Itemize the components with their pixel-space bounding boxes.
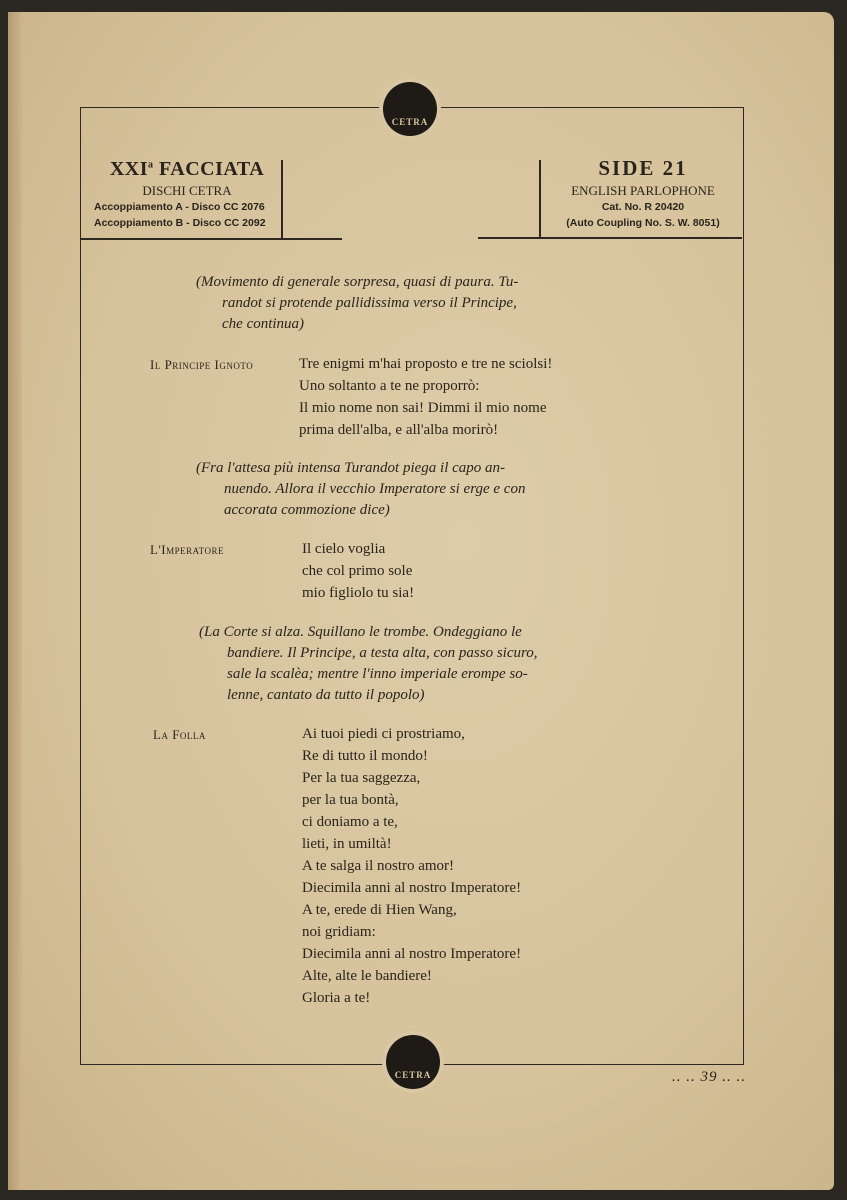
page-spine xyxy=(8,12,22,1190)
header-left xyxy=(92,158,282,231)
cetra-logo-bottom xyxy=(386,1035,440,1089)
verse-line: Il mio nome non sai! Dimmi il mio nome xyxy=(299,400,547,416)
verse-line: prima dell'alba, e all'alba morirò! xyxy=(299,422,499,438)
verse-line: per la tua bontà, xyxy=(302,792,399,808)
verse-line: mio figliolo tu sia! xyxy=(302,585,415,601)
stage-direction-2 xyxy=(196,458,525,521)
stage-line: (La Corte si alza. Squillano le trombe. Ondeggiano le xyxy=(199,624,522,640)
facciata-title xyxy=(92,158,282,181)
verse-line: A te, erede di Hien Wang, xyxy=(302,902,457,918)
stage-line: che continua) xyxy=(222,316,305,332)
stage-line: (Movimento di generale sorpresa, quasi di paura. Tu- xyxy=(196,274,519,290)
stage-line: randot si protende pallidissima verso il Principe, xyxy=(222,295,517,311)
cetra-logo-top xyxy=(383,82,437,136)
parlophone-label: ENGLISH PARLOPHONE xyxy=(571,183,715,198)
speaker-imperatore: L'Imperatore xyxy=(150,542,224,557)
side-title: SIDE 21 xyxy=(598,156,688,180)
verse-line: Tre enigmi m'hai proposto e tre ne sciolsi! xyxy=(299,356,553,372)
stage-line: bandiere. Il Principe, a testa alta, con passo sicuro, xyxy=(227,645,538,661)
verse-line: che col primo sole xyxy=(302,563,413,579)
stage-direction-3 xyxy=(199,622,538,706)
speaker-principe: Il Principe Ignoto xyxy=(150,357,254,372)
verse-line: noi gridiam: xyxy=(302,924,376,940)
stage-line: lenne, cantato da tutto il popolo) xyxy=(227,687,425,703)
verse-principe xyxy=(299,353,552,441)
verse-line: Ai tuoi piedi ci prostriamo, xyxy=(302,726,465,742)
verse-line: Re di tutto il mondo! xyxy=(302,748,428,764)
page-number: .. .. 39 .. .. xyxy=(672,1069,746,1085)
coupling-a: Accoppiamento A - Disco CC 2076 xyxy=(94,201,265,213)
stage-line: sale la scalèa; mentre l'inno imperiale erompe so- xyxy=(227,666,528,682)
facciata-word: FACCIATA xyxy=(159,158,265,180)
cetra-logo-text: CETRA xyxy=(391,117,429,127)
side-number: XXI xyxy=(109,158,149,180)
verse-line: Per la tua saggezza, xyxy=(302,770,421,786)
speaker-folla: La Folla xyxy=(153,727,206,742)
stage-direction-1 xyxy=(196,272,518,335)
coupling-b: Accoppiamento B - Disco CC 2092 xyxy=(94,217,266,229)
verse-line: Il cielo voglia xyxy=(302,541,386,557)
verse-line: Gloria a te! xyxy=(302,990,371,1006)
catalog-number: Cat. No. R 20420 xyxy=(601,201,685,213)
stage-line: nuendo. Allora il vecchio Imperatore si erge e con xyxy=(224,481,526,497)
verse-line: Alte, alte le bandiere! xyxy=(302,968,432,984)
stage-line: (Fra l'attesa più intensa Turandot piega il capo an- xyxy=(196,460,506,476)
divider xyxy=(281,160,283,238)
dischi-cetra-label: DISCHI CETRA xyxy=(142,183,232,198)
verse-line: Diecimila anni al nostro Imperatore! xyxy=(302,946,522,962)
divider xyxy=(539,160,541,238)
ordinal-mark: a xyxy=(148,159,154,171)
stage-line: accorata commozione dice) xyxy=(224,502,390,518)
verse-line: Diecimila anni al nostro Imperatore! xyxy=(302,880,522,896)
verse-line: Uno soltanto a te ne proporrò: xyxy=(299,378,480,394)
header-right xyxy=(545,156,741,231)
verse-line: ci doniamo a te, xyxy=(302,814,398,830)
verse-line: A te salga il nostro amor! xyxy=(302,858,455,874)
auto-coupling: (Auto Coupling No. S. W. 8051) xyxy=(566,217,720,229)
divider xyxy=(80,238,342,240)
divider xyxy=(478,237,742,239)
verse-imperatore xyxy=(302,538,414,604)
cetra-logo-text: CETRA xyxy=(394,1070,432,1080)
verse-line: lieti, in umiltà! xyxy=(302,836,392,852)
verse-folla xyxy=(302,723,521,1009)
